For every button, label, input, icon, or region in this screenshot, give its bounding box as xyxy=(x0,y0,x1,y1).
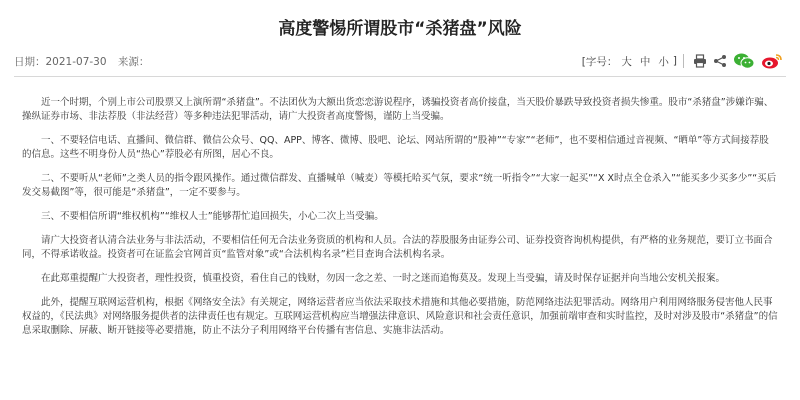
paragraph-5: 在此郑重提醒广大投资者，理性投资，慎重投资，看住自己的钱财，勿因一念之差、一时之迷而追悔莫及。发现上当受骗，请及时保存证据并向当地公安机关报案。 xyxy=(41,273,726,284)
article-meta xyxy=(14,54,157,69)
font-size-medium-button[interactable]: 中 xyxy=(639,55,651,68)
page-title: 高度警惕所谓股市“杀猪盘”风险 xyxy=(278,19,522,39)
print-icon[interactable] xyxy=(693,54,707,68)
font-size-large-button[interactable]: 大 xyxy=(621,55,632,68)
paragraph-intro: 近一个时期，个别上市公司股票又上演所谓“杀猪盘”。不法团伙为大额出货恋恋游说程序，诱骗投资者高价接盘，当天股价暴跌导致投资者损失惨重。股市“杀猪盘”涉嫌诈骗、操纵证券市场、非法荐股（非法经营）等多种违法犯罪活动，请广大投资者高度警惕，谨防上当受骗。 xyxy=(22,97,774,122)
article-body xyxy=(22,96,778,348)
weibo-icon[interactable] xyxy=(761,52,783,70)
publish-date: 日期：2021-07-30 xyxy=(14,56,107,68)
font-size-bracket-close: ] xyxy=(672,55,677,67)
font-size-small-button[interactable]: 小 xyxy=(658,55,669,68)
paragraph-3: 三、不要相信所谓“维权机构”“维权人士”能够帮忙追回损失，小心二次上当受骗。 xyxy=(41,211,384,222)
paragraph-4: 请广大投资者认清合法业务与非法活动，不要相信任何无合法业务资质的机构和人员。合法的荐股服务由证券公司、证券投资咨询机构提供，有严格的业务规范，要订立书面合同，不得承诺收益。投资者可在证监会官网首页“监管对象”或“合法机构名录”栏目查询合法机构名录。 xyxy=(22,235,773,260)
paragraph-1: 一、不要轻信电话、直播间、微信群、微信公众号、QQ、APP、博客、微博、股吧、论坛、网站所谓的“股神”“专家”“老师”，也不要相信通过音视频、“晒单”等方式间接荐股的信息。这些不明身份人员“热心”荐股必有所图，居心不良。 xyxy=(22,135,769,160)
font-size-label: [字号： xyxy=(581,55,618,68)
source-label: 来源： xyxy=(117,56,150,68)
toolbar-divider xyxy=(683,54,684,68)
article-toolbar xyxy=(582,50,786,72)
share-icon[interactable] xyxy=(713,54,727,68)
paragraph-6: 此外，提醒互联网运营机构，根据《网络安全法》有关规定，网络运营者应当依法采取技术措施和其他必要措施，防范网络违法犯罪活动。网络用户利用网络服务侵害他人民事权益的，《民法典》对网络服务提供者的法律责任也有规定。互联网运营机构应当增强法律意识、风险意识和社会责任意识，加强前端审查和实时监控，及时对涉及股市“杀猪盘”的信息采取删除、屏蔽、断开链接等必要措施，防止不法分子利用网络平台传播有害信息、实施非法活动。 xyxy=(22,297,778,336)
wechat-icon[interactable] xyxy=(733,52,755,70)
paragraph-2: 二、不要听从“老师”之类人员的指令跟风操作。通过微信群发、直播喊单（喊麦）等模托哈买气氛，要求“统一听指令”“大家一起买”“X X时点全仓杀入”“能买多少买多少”“买后发交易截图”等，很可能是“杀猪盘”，一定不要参与。 xyxy=(22,173,777,198)
article-meta-bar xyxy=(14,48,786,77)
